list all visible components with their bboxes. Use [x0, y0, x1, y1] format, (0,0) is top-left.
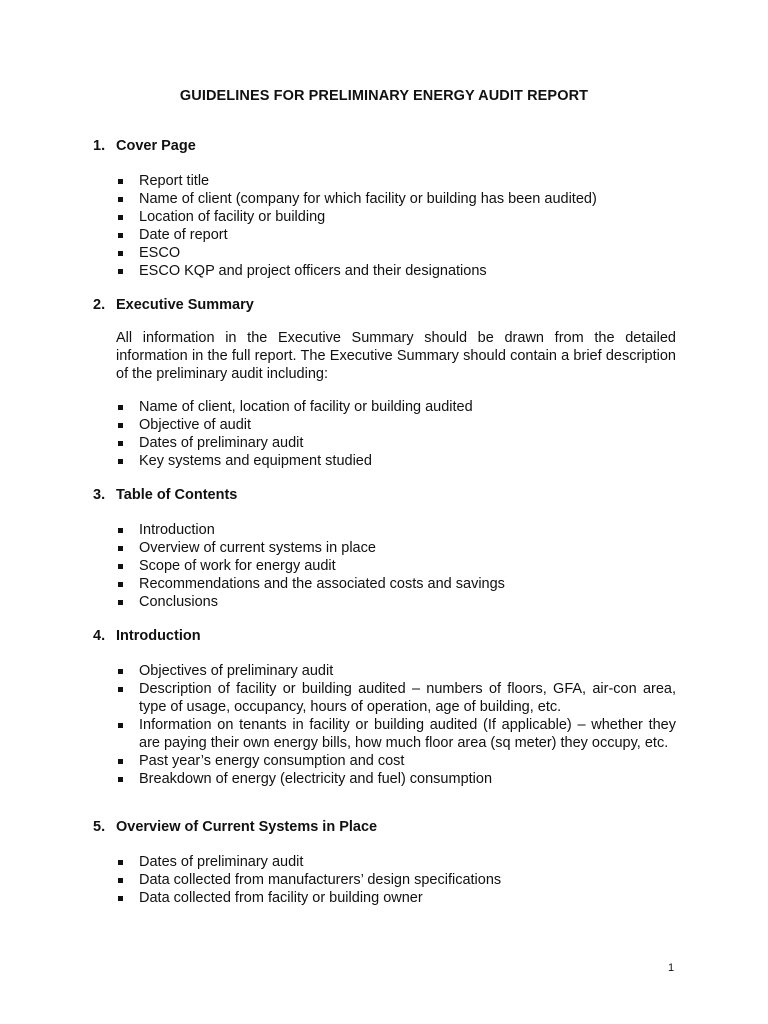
list-item: Name of client (company for which facility or building has been audited) — [116, 190, 676, 208]
bullet-icon — [118, 687, 123, 692]
list-item: ESCO — [116, 244, 676, 262]
document-title: GUIDELINES FOR PRELIMINARY ENERGY AUDIT REPORT — [179, 88, 589, 104]
bullet-icon — [118, 759, 123, 764]
list-item: Scope of work for energy audit — [116, 557, 676, 575]
bullet-icon — [118, 459, 123, 464]
list-item: Data collected from facility or building owner — [116, 889, 676, 907]
page-number: 1 — [668, 962, 675, 974]
bullet-icon — [118, 215, 123, 220]
section-title: Cover Page — [116, 138, 196, 154]
bullet-icon — [118, 669, 123, 674]
list-item: Data collected from manufacturers’ design specifications — [116, 871, 676, 889]
list-item: Description of facility or building audited – numbers of floors, GFA, air-con area, type of usage, occupancy, hours of operation, age of building, etc. — [116, 680, 676, 716]
list-item: Key systems and equipment studied — [116, 452, 676, 470]
list-item: Dates of preliminary audit — [116, 434, 676, 452]
section-heading-cover-page — [93, 138, 196, 154]
list-item: Dates of preliminary audit — [116, 853, 676, 871]
bullet-icon — [118, 600, 123, 605]
bullet-icon — [118, 233, 123, 238]
table-of-contents-list — [116, 521, 676, 611]
bullet-icon — [118, 582, 123, 587]
introduction-list — [116, 662, 676, 788]
section-title: Table of Contents — [116, 487, 238, 503]
executive-summary-list — [116, 398, 676, 470]
section-heading-executive-summary — [93, 297, 254, 313]
section-number: 3. — [93, 487, 106, 503]
list-item: Information on tenants in facility or building audited (If applicable) – whether they are paying their own energy bills, how much floor area (sq meter) they occupy, etc. — [116, 716, 676, 752]
list-item: Objectives of preliminary audit — [116, 662, 676, 680]
list-item: Name of client, location of facility or building audited — [116, 398, 676, 416]
bullet-icon — [118, 423, 123, 428]
executive-summary-paragraph: All information in the Executive Summary should be drawn from the detailed information in the full report. The Executive Summary should contain a brief description of the preliminary audit including: — [116, 330, 676, 382]
bullet-icon — [118, 441, 123, 446]
cover-page-list — [116, 172, 676, 280]
section-number: 1. — [93, 138, 106, 154]
bullet-icon — [118, 777, 123, 782]
list-item: Objective of audit — [116, 416, 676, 434]
overview-systems-list — [116, 853, 676, 907]
bullet-icon — [118, 896, 123, 901]
list-item: Date of report — [116, 226, 676, 244]
bullet-icon — [118, 251, 123, 256]
bullet-icon — [118, 197, 123, 202]
section-number: 5. — [93, 819, 106, 835]
list-item: Past year’s energy consumption and cost — [116, 752, 676, 770]
section-title: Overview of Current Systems in Place — [116, 819, 378, 835]
section-heading-overview-current-systems — [93, 819, 377, 835]
section-title: Introduction — [116, 628, 201, 644]
list-item: Location of facility or building — [116, 208, 676, 226]
list-item: Breakdown of energy (electricity and fuel) consumption — [116, 770, 676, 788]
list-item: Introduction — [116, 521, 676, 539]
section-number: 2. — [93, 297, 106, 313]
list-item: ESCO KQP and project officers and their designations — [116, 262, 676, 280]
list-item: Overview of current systems in place — [116, 539, 676, 557]
bullet-icon — [118, 723, 123, 728]
section-heading-table-of-contents — [93, 487, 237, 503]
bullet-icon — [118, 528, 123, 533]
list-item: Report title — [116, 172, 676, 190]
bullet-icon — [118, 405, 123, 410]
bullet-icon — [118, 878, 123, 883]
section-number: 4. — [93, 628, 106, 644]
bullet-icon — [118, 564, 123, 569]
list-item: Conclusions — [116, 593, 676, 611]
bullet-icon — [118, 546, 123, 551]
section-heading-introduction — [93, 628, 201, 644]
section-title: Executive Summary — [116, 297, 254, 313]
bullet-icon — [118, 179, 123, 184]
list-item: Recommendations and the associated costs and savings — [116, 575, 676, 593]
bullet-icon — [118, 269, 123, 274]
bullet-icon — [118, 860, 123, 865]
